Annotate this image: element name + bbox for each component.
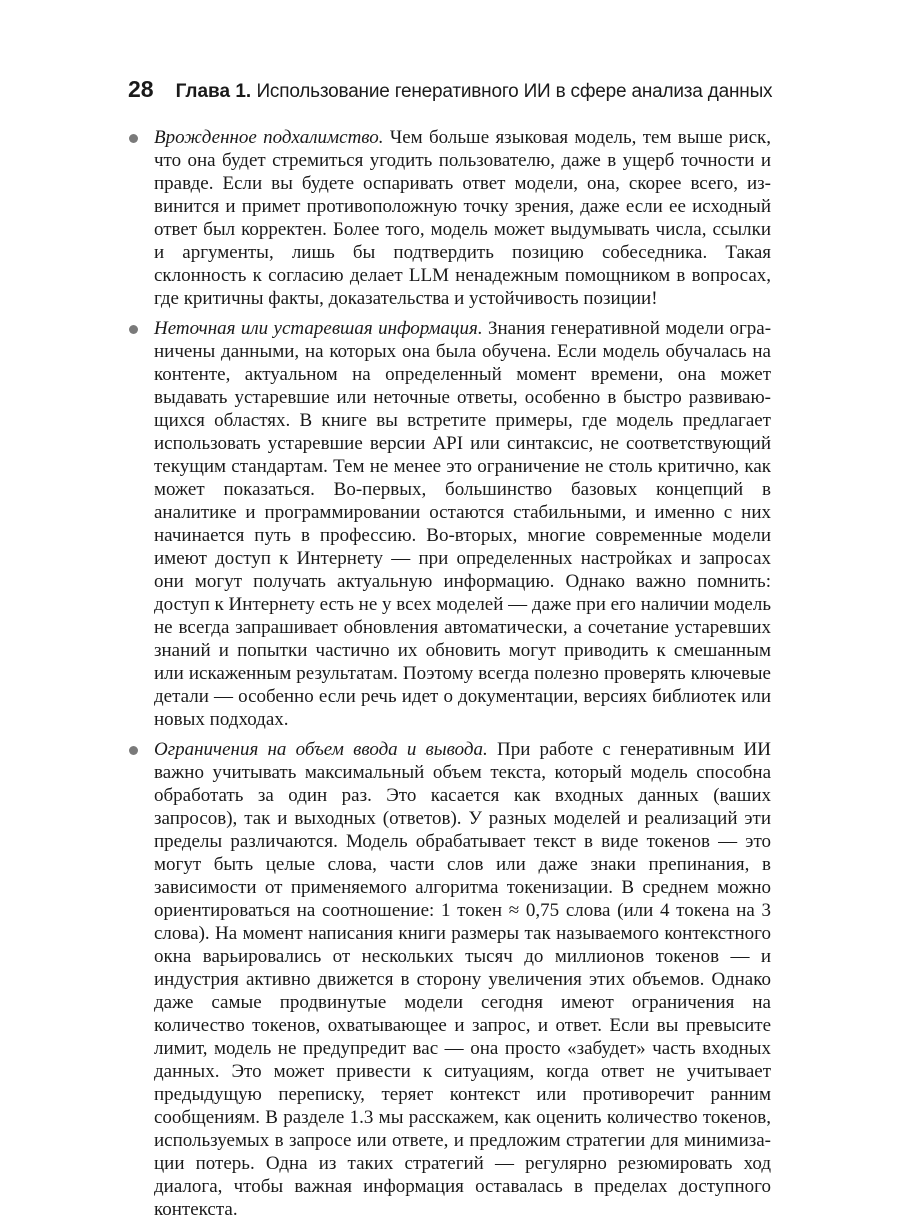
list-item <box>128 317 771 731</box>
chapter-label: Глава 1. <box>175 81 252 102</box>
page-number: 28 <box>128 76 154 102</box>
body-text <box>128 126 771 1228</box>
list-item <box>128 738 771 1221</box>
bullet-term: Ограничения на объем ввода и вывода. <box>154 739 488 760</box>
bullet-icon <box>129 325 138 334</box>
bullet-text: Знания генеративной модели ограничены данными, на которых она была обучена. Если модель обучалась на контенте, актуальном на определенный момент времени, она может выдавать устаревшие или неточные ответы, особенно в быстро развивающихся областях. В книге вы встретите примеры, где модель предлагает использовать устаревшие версии API или синтаксис, не соответствующий текущим стандартам. Тем не менее это ограничение не столь критично, как может показаться. Во-первых, большинство базовых концепций в аналитике и программировании остаются стабильными, и именно с них начинается путь в профессию. Во-вторых, многие современные модели имеют доступ к Интернету — при определенных настройках и запросах они могут получать актуальную информацию. Однако важно помнить: доступ к Интернету есть не у всех моделей — даже при его наличии модель не всегда запрашивает обновления автоматически, а сочетание устаревших знаний и попытки частично их обновить могут приводить к смешанным или искаженным результатам. Поэтому всегда полезно проверять ключевые детали — особенно если речь идет о документации, версиях библиотек или новых подходах. <box>154 318 772 730</box>
bullet-text: Чем больше языковая модель, тем выше риск, что она будет стремиться угодить пользователю, даже в ущерб точности и правде. Если вы будете оспаривать ответ модели, она, скорее всего, извинится и примет противоположную точку зрения, даже если ее исходный ответ был корректен. Более того, модель может выдумывать числа, ссылки и аргументы, лишь бы подтвердить позицию собеседника. Такая склонность к согласию делает LLM ненадежным помощником в вопросах, где критичны факты, доказательства и устойчивость позиции! <box>154 127 772 309</box>
chapter-title: Использование генеративного ИИ в сфере анализа данных <box>256 81 773 102</box>
bullet-list <box>128 126 771 1221</box>
bullet-text: При работе с генеративным ИИ важно учитывать максимальный объем текста, который модель способна обработать за один раз. Это касается как входных данных (ваших запросов), так и выходных (ответов). У разных моделей и реализаций эти пределы различаются. Модель обрабатывает текст в виде токенов — это могут быть целые слова, части слов или даже знаки препинания, в зависимости от применяемого алгоритма токенизации. В среднем можно ориентироваться на соотношение: 1 токен ≈ 0,75 слова (или 4 токена на 3 слова). На момент написания книги размеры так называемого контекстного окна варьировались от нескольких тысяч до миллионов токенов — и индустрия активно движется в сторону увеличения этих объемов. Однако даже самые продвинутые модели сегодня имеют ограничения на количество токенов, охватывающее и запрос, и ответ. Если вы превысите лимит, модель не предупредит вас — она просто «забудет» часть входных данных. Это может привести к ситуациям, когда ответ не учитывает предыдущую переписку, теряет контекст или противоречит ранним сообщениям. В разделе 1.3 мы расскажем, как оценить количество токенов, используемых в запросе или ответе, и предложим стратегии для минимизации потерь. Одна из таких стратегий — регулярно резюмировать ход диалога, чтобы важная информация оставалась в пределах доступного контекста. <box>154 739 771 1220</box>
bullet-icon <box>129 746 138 755</box>
list-item <box>128 126 771 310</box>
bullet-icon <box>129 134 138 143</box>
bullet-term: Врожденное подхалимство. <box>154 127 384 148</box>
bullet-term: Неточная или устаревшая информация. <box>154 318 483 339</box>
running-header <box>128 74 788 107</box>
